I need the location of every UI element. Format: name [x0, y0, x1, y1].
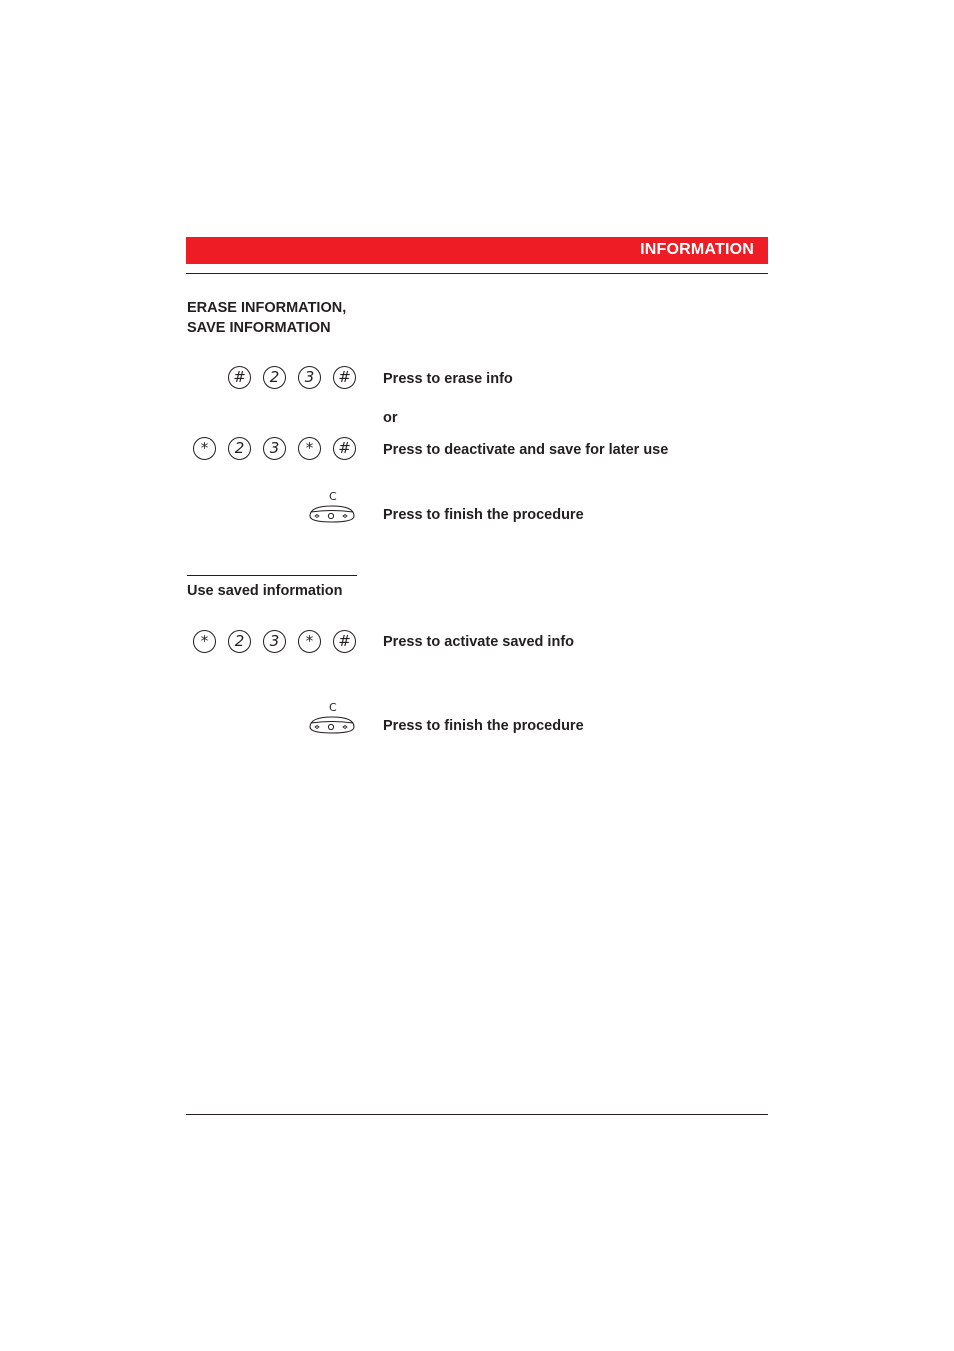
- bottom-divider: [186, 1114, 768, 1115]
- clear-key-icon: [308, 489, 356, 525]
- digit-2-key-icon: 2: [228, 437, 251, 460]
- finish-instruction: Press to finish the procedure: [383, 507, 584, 523]
- top-divider: [186, 273, 768, 274]
- activate-instruction: Press to activate saved info: [383, 634, 574, 650]
- deactivate-instruction: Press to deactivate and save for later use: [383, 442, 669, 458]
- clear-key-icon: [308, 700, 356, 736]
- hash-key-icon: #: [333, 366, 356, 389]
- section-title-line2: SAVE INFORMATION: [187, 320, 331, 336]
- clear-key-label: C: [329, 701, 337, 714]
- erase-instruction: Press to erase info: [383, 371, 513, 387]
- finish-instruction: Press to finish the procedure: [383, 718, 584, 734]
- digit-2-key-icon: 2: [228, 630, 251, 653]
- activate-key-sequence: [193, 630, 356, 653]
- subsection-title: Use saved information: [187, 583, 343, 599]
- deactivate-key-sequence: [193, 437, 356, 460]
- clear-key-label: C: [329, 490, 337, 503]
- hash-key-icon: #: [333, 437, 356, 460]
- subsection-divider: [187, 575, 357, 576]
- digit-3-key-icon: 3: [263, 437, 286, 460]
- or-separator: or: [383, 410, 398, 426]
- star-key-icon: *: [298, 630, 321, 653]
- section-title-line1: ERASE INFORMATION,: [187, 300, 347, 316]
- page-title: INFORMATION: [640, 241, 754, 258]
- star-key-icon: *: [298, 437, 321, 460]
- digit-2-key-icon: 2: [263, 366, 286, 389]
- hash-key-icon: #: [228, 366, 251, 389]
- header-band: [186, 237, 768, 264]
- digit-3-key-icon: 3: [263, 630, 286, 653]
- star-key-icon: *: [193, 437, 216, 460]
- hash-key-icon: #: [333, 630, 356, 653]
- section-title: [187, 298, 346, 338]
- digit-3-key-icon: 3: [298, 366, 321, 389]
- star-key-icon: *: [193, 630, 216, 653]
- erase-key-sequence: [228, 366, 356, 389]
